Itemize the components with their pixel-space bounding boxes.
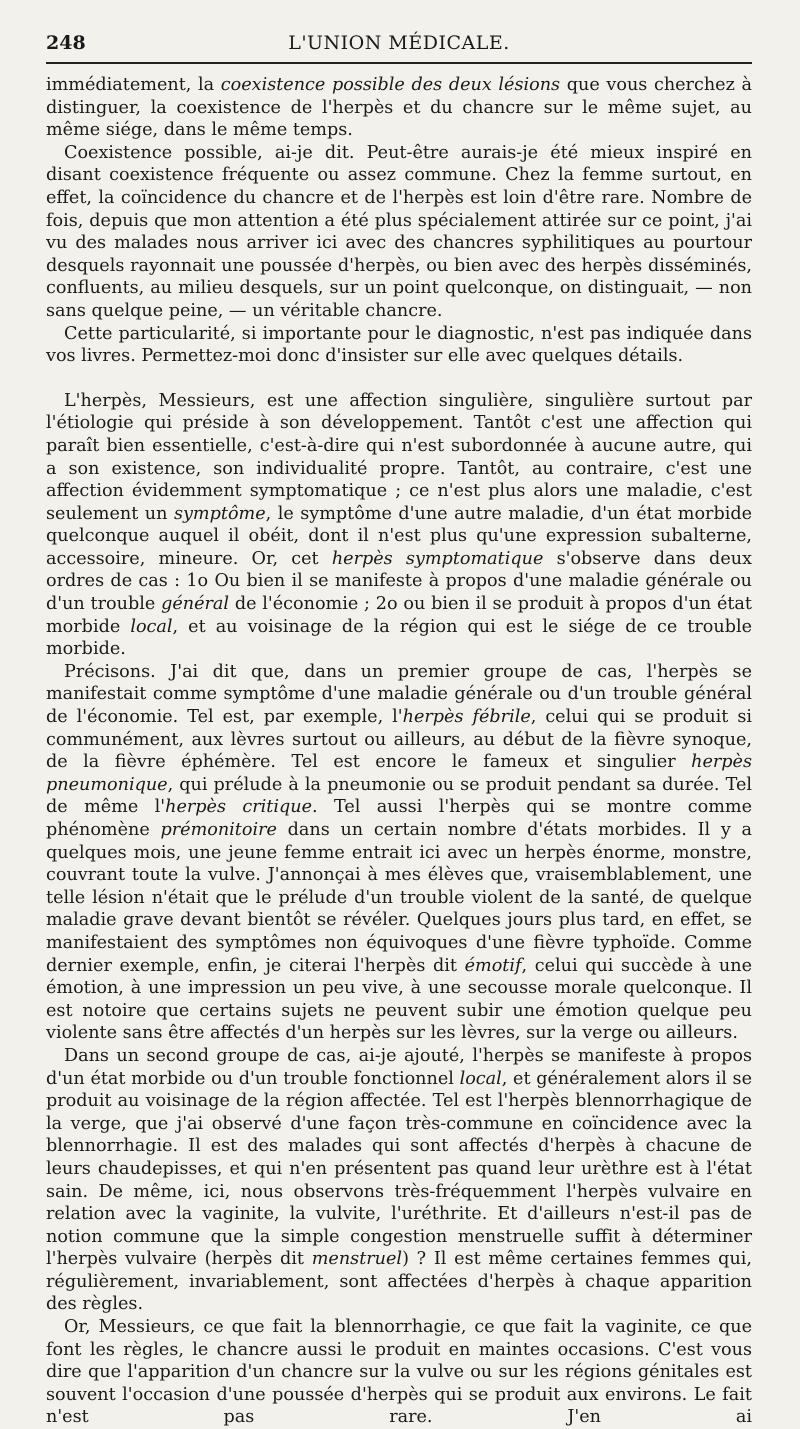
text-run: ) ? Il est même certaines femmes qui, régulièrement, invariablement, sont affectées d'herpès à chaque apparition des règles. [46,1249,752,1315]
text-run: que vous cherchez à distinguer, la coexistence de l'herpès et du chancre sur le même sujet, au même siége, dans le même temps. [46,75,752,141]
text-run: , qui prélude à la pneumonie ou se produit pendant sa durée. Tel de même l' [46,774,752,818]
text-run: immédiatement, la [46,75,221,95]
italic-text: herpès critique [165,797,312,818]
paragraph [46,390,752,661]
italic-text: émotif [464,955,522,976]
italic-text: herpès symptomatique [331,548,544,569]
text-run: , le symptôme d'une autre maladie, d'un état morbide quelconque auquel il obéit, dont il n'est plus qu'une expression subalterne, accessoire, mineure. Or, cet [46,503,753,569]
running-title: L'UNION MÉDICALE. [288,32,510,54]
text-run: Dans un second groupe de cas, ai-je ajouté, l'herpès se manifeste à propos d'un état morbide ou d'un trouble fonctionnel [46,1045,752,1089]
italic-text: herpès pneumonique [46,752,752,795]
text-run: Or, Messieurs, ce que fait la blennorrhagie, ce que fait la vaginite, ce que font les règles, le chancre aussi le produit en maintes occasions. C'est vous dire que l'apparition d'un chancre sur la vulve ou sur les régions génitales est souvent l'occasion d'une poussée d'herpès qui se produit aux environs. Le fait n'est pas rare. J'en ai [46,1317,752,1428]
text-run: . Tel aussi l'herpès qui se montre comme phénomène [46,797,753,840]
italic-text: coexistence possible des deux lésions [220,75,561,95]
paragraph [46,323,752,368]
italic-text: prémonitoire [160,820,277,840]
italic-text: symptôme [173,503,266,524]
paragraph [46,1316,752,1429]
text-run: de l'économie ; 2o ou bien il se produit à propos d'un état morbide [46,594,752,637]
text-run: dans un certain nombre d'états morbides. Il y a quelques mois, une jeune femme entrait ici avec un herpès énorme, monstre, couvrant toute la vulve. J'annonçai à mes élèves que, vraisemblablement, une telle lésion n'était que le prélude d'un trouble violent de la santé, de quelque maladie grave devant bientôt se révéler. Quelques jours plus tard, en effet, se manifestaient des symptômes non équivoques d'une fièvre typhoïde. Comme dernier exemple, enfin, je citerai l'herpès dit [46,820,752,976]
text-run: , et au voisinage de la région qui est le siége de ce trouble morbide. [46,616,752,660]
paragraph [46,1045,752,1316]
italic-text: herpès fébrile [402,707,531,728]
italic-text: local [130,616,173,637]
page-header [46,32,752,64]
text-run: , celui qui succède à une émotion, à une impression un peu vive, à une secousse morale quelconque. Il est notoire que certains sujets ne peuvent subir une émotion quelque peu violente sans être affectés d'un herpès sur les lèvres, sur la verge ou ailleurs. [46,955,752,1044]
body-text [46,74,752,1429]
paragraph [46,142,752,323]
paragraph [46,74,752,142]
text-run: , celui qui se produit si communément, aux lèvres surtout ou ailleurs, au début de la fièvre synoque, de la fièvre éphémère. Tel est encore le fameux et singulier [46,707,752,773]
text-run: s'observe dans deux ordres de cas : 1o Ou bien il se manifeste à propos d'une maladie générale ou d'un trouble [46,548,752,615]
text-run: , et généralement alors il se produit au voisinage de la région affectée. Tel est l'herpès blennorrhagique de la verge, que j'ai observé d'une façon très-commune en coïncidence avec la blennorrhagie. Il est des malades qui sont affectés d'herpès à chacune de leurs chaudepisses, et qui n'en présentent pas quand leur urèthre est à l'état sain. De même, ici, nous observons très-fréquemment l'herpès vulvaire en relation avec la vaginite, la vulvite, l'uréthrite. Et d'ailleurs n'est-il pas de notion commune que la simple congestion menstruelle suffit à déterminer l'herpès vulvaire (herpès dit [46,1068,752,1270]
text-run: Coexistence possible, ai-je dit. Peut-être aurais-je été mieux inspiré en disant coexistence fréquente ou assez commune. Chez la femme surtout, en effet, la coïncidence du chancre et de l'herpès est loin d'être rare. Nombre de fois, depuis que mon attention a été plus spécialement attirée sur ce point, j'ai vu des malades nous arriver ici avec des chancres syphilitiques au pourtour desquels rayonnait une poussée d'herpès, ou bien avec des herpès disséminés, confluents, au milieu desquels, sur un point quelconque, on distinguait, — non sans quelque peine, — un véritable chancre. [46,142,752,321]
italic-text: local [459,1068,502,1089]
italic-text: général [161,594,230,615]
page-number: 248 [46,32,86,54]
italic-text: menstruel [311,1249,403,1270]
text-run: L'herpès, Messieurs, est une affection singulière, singulière surtout par l'étiologie qui préside à son développement. Tantôt c'est une affection qui paraît bien essentielle, c'est-à-dire qui n'est subordonnée à aucune autre, qui a son existence, son individualité propre. Tantôt, au contraire, c'est une affection évidemment symptomatique ; ce n'est plus alors une maladie, c'est seulement un [46,390,752,524]
paragraph [46,661,752,1045]
text-run: Cette particularité, si importante pour le diagnostic, n'est pas indiquée dans vos livres. Permettez-moi donc d'insister sur elle avec quelques détails. [46,323,752,367]
text-run: Précisons. J'ai dit que, dans un premier groupe de cas, l'herpès se manifestait comme symptôme d'une maladie générale ou d'un trouble général de l'économie. Tel est, par exemple, l' [46,661,752,728]
